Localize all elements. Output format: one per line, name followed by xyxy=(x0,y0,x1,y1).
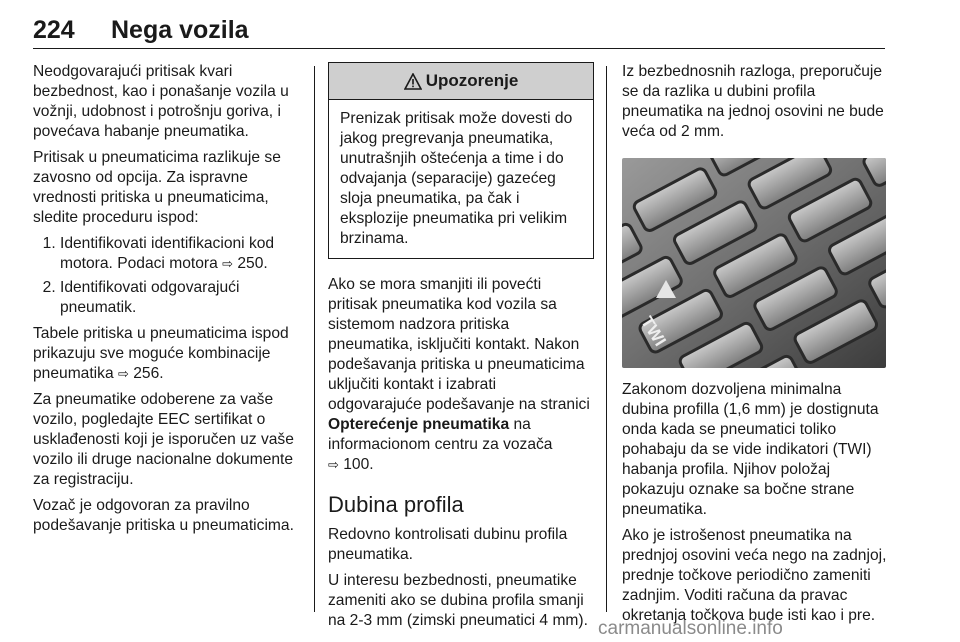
step-text: Identifikovati identifikacioni kod motora. Podaci motora xyxy=(60,235,275,272)
list-item xyxy=(60,234,301,274)
paragraph: Zakonom dozvoljena minimalna dubina profilla (1,6 mm) je dostignuta onda kada se pneumatici toliko pohabaju da se vide indikatori (TWI) habanja profila. Njihov položaj pokazuju oznake sa bočne strane pneumatika. xyxy=(622,381,879,518)
warning-triangle-icon xyxy=(404,73,422,90)
column-3 xyxy=(622,62,888,632)
column-2 xyxy=(328,62,594,637)
page-reference-link[interactable]: 100. xyxy=(343,456,374,473)
page-number: 224 xyxy=(33,16,75,44)
paragraph: Redovno kontrolisati dubinu profila pneumatika. xyxy=(328,526,568,563)
reference-arrow-icon: ⇨ xyxy=(117,366,129,381)
page-reference-link[interactable]: 250. xyxy=(237,255,268,272)
paragraph xyxy=(328,275,594,475)
page-title: Nega vozila xyxy=(111,16,249,44)
step-text: Identifikovati odgovarajući pneumatik. xyxy=(60,279,240,316)
twi-label: TWI xyxy=(637,313,670,350)
paragraph: U interesu bezbednosti, pneumatike zameniti ako se dubina profila smanji na 2-3 mm (zimski pneumatici 4 mm). xyxy=(328,572,588,629)
paragraph-text: Ako se mora smanjiti ili povećti pritisak pneumatika kod vozila sa sistemom nadzora pritiska pneumatika, isključiti kontakt. Nakon podešavanja pritiska u pneumaticima uključiti kontakt i izabrati odgovarajuće podešavanje na stranici xyxy=(328,276,590,413)
paragraph: Vozač je odgovoran za pravilno podešavanje pritiska u pneumaticima. xyxy=(33,497,294,534)
paragraph xyxy=(33,324,301,384)
paragraph: Ako je istrošenost pneumatika na prednjoj osovini veća nego na zadnjoj, prednje točkove periodično zameniti zadnjim. Voditi računa da pravac okretanja točkova bude isti kao i pre. xyxy=(622,527,887,624)
page-header xyxy=(33,10,885,49)
menu-name: Opterećenje pneumatika xyxy=(328,416,510,433)
tire-tread-image xyxy=(622,158,886,368)
reference-arrow-icon: ⇨ xyxy=(328,457,339,472)
steps-list xyxy=(33,234,301,318)
warning-body: Prenizak pritisak može dovesti do jakog pregrevanja pneumatika, unutrašnjih oštećenja a time i do odvajanja (separacije) gazećeg sloja pneumatika, pa čak i eksplozije pneumatika pri velikim brzinama. xyxy=(340,110,573,247)
warning-box xyxy=(328,62,594,259)
paragraph: Neodgovarajući pritisak kvari bezbednost, kao i ponašanje vozila u vožnji, udobnost i potrošnju goriva, i povećava habanje pneumatika. xyxy=(33,63,289,140)
reference-arrow-icon: ⇨ xyxy=(222,256,233,271)
column-divider xyxy=(314,66,315,612)
paragraph: Za pneumatike odoberene za vaše vozilo, pogledajte EEC sertifikat o usklađenosti koji je isporučen uz vaše vozilo ili druge nacionalne dokumente za registraciju. xyxy=(33,391,294,488)
watermark: carmanualsonline.info xyxy=(598,618,783,639)
paragraph-text: na informacionom centru za vozača xyxy=(328,416,553,453)
paragraph: Iz bezbednosnih razloga, preporučuje se da razlika u dubini profila pneumatika na jednoj osovini ne bude veća od 2 mm. xyxy=(622,63,884,140)
section-heading: Dubina profila xyxy=(328,492,464,517)
column-divider xyxy=(606,66,607,612)
list-item xyxy=(60,278,301,318)
page-reference-link[interactable]: 256. xyxy=(133,365,164,382)
column-1 xyxy=(33,62,301,542)
warning-title: Upozorenje xyxy=(425,71,519,90)
warning-header xyxy=(329,63,593,100)
paragraph: Pritisak u pneumaticima razlikuje se zavosno od opcija. Za ispravne vrednosti pritiska u pneumaticima, sledite proceduru ispod: xyxy=(33,149,281,226)
paragraph-text: Tabele pritiska u pneumaticima ispod prikazuju sve moguće kombinacije pneumatika xyxy=(33,325,289,382)
